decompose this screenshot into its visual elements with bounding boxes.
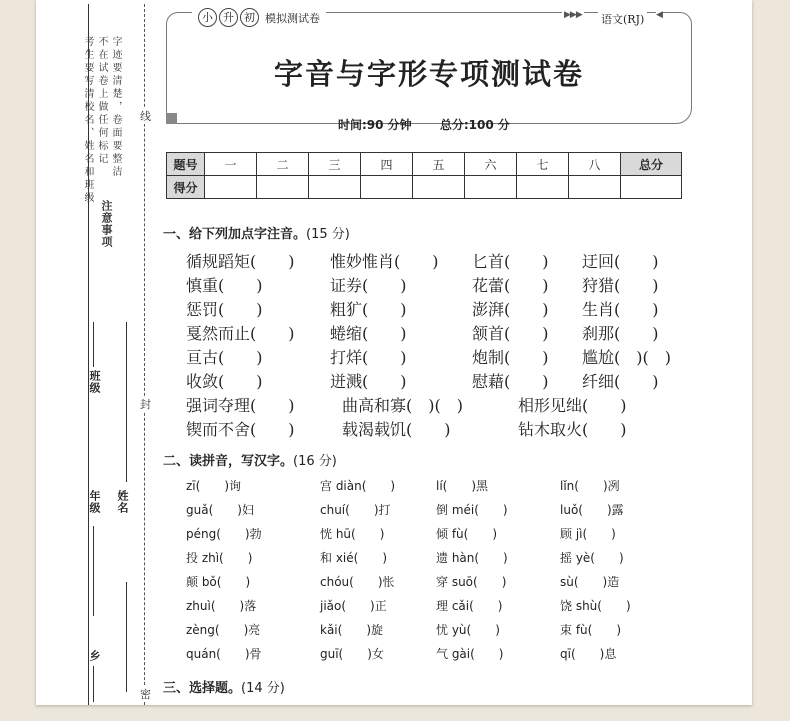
series-char-2: 升 [219,8,238,27]
phonetic-item[interactable]: 慰藉( ) [472,372,549,391]
field-class-line[interactable] [93,322,94,367]
pinyin-item[interactable]: zèng( )亮 [186,623,261,637]
phonetic-item[interactable]: 循规蹈矩( ) [186,252,295,271]
score-col-7: 七 [517,153,569,176]
phonetic-item[interactable]: 惩罚( ) [186,300,263,319]
arrow-left-icon: ◀ [656,10,663,20]
exam-meta [338,116,534,133]
score-header-label: 题号 [167,153,205,176]
phonetic-item[interactable]: 粗犷( ) [330,300,407,319]
field-name-line-lower[interactable] [126,582,127,692]
phonetic-item[interactable]: 相形见绌( ) [518,396,627,415]
score-col-total: 总分 [621,153,682,176]
edition-label: 语文(RJ) [598,11,647,27]
pinyin-item[interactable]: chóu( )怅 [320,575,395,589]
phonetic-item[interactable]: 载渴载饥( ) [342,420,451,439]
section-1-points: (15 分) [306,227,350,242]
score-cell[interactable] [361,176,413,199]
exam-total: 总分:100 分 [439,118,510,132]
phonetic-item[interactable]: 尴尬( )( ) [582,348,671,367]
series-tag [192,8,326,27]
section-3-title: 三、选择题。 [163,681,242,696]
field-class-label: 班级 [88,370,101,394]
score-cell[interactable] [205,176,257,199]
margin-note-3: 字迹要清楚，卷面要整洁 [110,36,121,179]
seal-word-line: 线 [140,110,151,123]
phonetic-item[interactable]: 打烊( ) [330,348,407,367]
phonetic-item[interactable]: 钻木取火( ) [518,420,627,439]
phonetic-item[interactable]: 强词夺理( ) [186,396,295,415]
margin-note-1: 考生要写清校名、姓名和班级 [82,36,93,205]
pinyin-item[interactable]: 恍 hū( ) [320,527,385,541]
pinyin-item[interactable]: qī( )息 [560,647,617,661]
section-2-heading [163,450,337,469]
pinyin-item[interactable]: 理 cǎi( ) [436,599,503,613]
pinyin-item[interactable]: 遗 hàn( ) [436,551,508,565]
field-grade-label: 年级 [88,490,101,514]
phonetic-item[interactable]: 迂回( ) [582,252,659,271]
pinyin-item[interactable]: sù( )造 [560,575,620,589]
seal-word-dense: 密 [140,688,151,701]
field-village-label: 乡 [88,650,101,662]
section-1-heading [163,223,350,242]
score-cell[interactable] [569,176,621,199]
score-col-1: 一 [205,153,257,176]
pinyin-item[interactable]: 穿 suō( ) [436,575,507,589]
phonetic-item[interactable]: 澎湃( ) [472,300,549,319]
score-col-4: 四 [361,153,413,176]
phonetic-item[interactable]: 收敛( ) [186,372,263,391]
score-points-label: 得分 [167,176,205,199]
pinyin-item[interactable]: 顾 jì( ) [560,527,616,541]
phonetic-item[interactable]: 曲高和寡( )( ) [342,396,463,415]
phonetic-item[interactable]: 证券( ) [330,276,407,295]
pinyin-item[interactable]: kǎi( )旋 [320,623,384,637]
score-cell-total[interactable] [621,176,682,199]
field-village-line[interactable] [93,666,94,702]
score-row-numbers [167,153,682,176]
page-title: 字音与字形专项测试卷 [273,57,584,91]
section-2-points: (16 分) [293,454,337,469]
score-cell[interactable] [309,176,361,199]
pinyin-item[interactable]: 气 gài( ) [436,647,504,661]
field-grade-line[interactable] [93,526,94,616]
pinyin-item[interactable]: quán( )骨 [186,647,262,661]
pinyin-item[interactable]: 饶 shù( ) [560,599,631,613]
triple-arrow-icon: ▶▶▶ [564,10,582,20]
section-3-heading [163,677,285,696]
phonetic-item[interactable]: 惟妙惟肖( ) [330,252,439,271]
score-col-6: 六 [465,153,517,176]
score-col-8: 八 [569,153,621,176]
series-tag-text: 模拟测试卷 [265,11,320,25]
pinyin-item[interactable]: 宫 diàn( ) [320,479,396,493]
phonetic-item[interactable]: 匕首( ) [472,252,549,271]
section-3-points: (14 分) [241,681,285,696]
pinyin-item[interactable]: 颠 bǒ( ) [186,575,251,589]
corner-marker [166,113,177,124]
phonetic-item[interactable]: 锲而不舍( ) [186,420,295,439]
pinyin-item[interactable]: 倒 méi( ) [436,503,508,517]
pinyin-item[interactable]: zhuì( )落 [186,599,257,613]
pinyin-item[interactable]: luǒ( )露 [560,503,624,517]
pinyin-item[interactable]: jiǎo( )正 [320,599,387,613]
phonetic-item[interactable]: 炮制( ) [472,348,549,367]
field-name-line[interactable] [126,322,127,482]
section-1-title: 一、给下列加点字注音。 [163,227,307,242]
phonetic-item[interactable]: 狩猎( ) [582,276,659,295]
seal-word-seal: 封 [140,398,151,411]
score-col-5: 五 [413,153,465,176]
phonetic-item[interactable]: 纤细( ) [582,372,659,391]
pinyin-item[interactable]: lǐn( )冽 [560,479,620,493]
score-cell[interactable] [413,176,465,199]
score-col-3: 三 [309,153,361,176]
score-row-points [167,176,682,199]
phonetic-item[interactable]: 生肖( ) [582,300,659,319]
pinyin-item[interactable]: lí( )黑 [436,479,489,493]
phonetic-item[interactable]: 迸溅( ) [330,372,407,391]
pinyin-item[interactable]: 摇 yè( ) [560,551,624,565]
pinyin-item[interactable]: guī( )女 [320,647,384,661]
phonetic-item[interactable]: 刹那( ) [582,324,659,343]
phonetic-item[interactable]: 慎重( ) [186,276,263,295]
score-col-2: 二 [257,153,309,176]
pinyin-item[interactable]: 忧 yù( ) [436,623,500,637]
score-table [166,152,682,199]
pinyin-item[interactable]: 倾 fù( ) [436,527,498,541]
score-cell[interactable] [257,176,309,199]
pinyin-item[interactable]: péng( )勃 [186,527,262,541]
pinyin-item[interactable]: guǎ( )妇 [186,503,254,517]
series-char-3: 初 [240,8,259,27]
phonetic-item[interactable]: 亘古( ) [186,348,263,367]
pinyin-item[interactable]: chuí( )打 [320,503,391,517]
exam-time: 时间:90 分钟 [338,118,412,132]
margin-notes-title: 注意事项 [100,200,113,248]
pinyin-item[interactable]: zī( )询 [186,479,241,493]
field-name-label: 姓名 [116,490,129,514]
score-cell[interactable] [465,176,517,199]
pinyin-item[interactable]: 和 xié( ) [320,551,387,565]
score-cell[interactable] [517,176,569,199]
phonetic-item[interactable]: 花蕾( ) [472,276,549,295]
section-2-title: 二、读拼音，写汉字。 [163,454,294,469]
series-char-1: 小 [198,8,217,27]
exam-paper [36,0,752,705]
phonetic-item[interactable]: 蜷缩( ) [330,324,407,343]
phonetic-item[interactable]: 戛然而止( ) [186,324,295,343]
margin-note-2: 不在试卷上做任何标记 [96,36,107,166]
phonetic-item[interactable]: 颔首( ) [472,324,549,343]
pinyin-item[interactable]: 束 fù( ) [560,623,622,637]
pinyin-item[interactable]: 投 zhì( ) [186,551,253,565]
